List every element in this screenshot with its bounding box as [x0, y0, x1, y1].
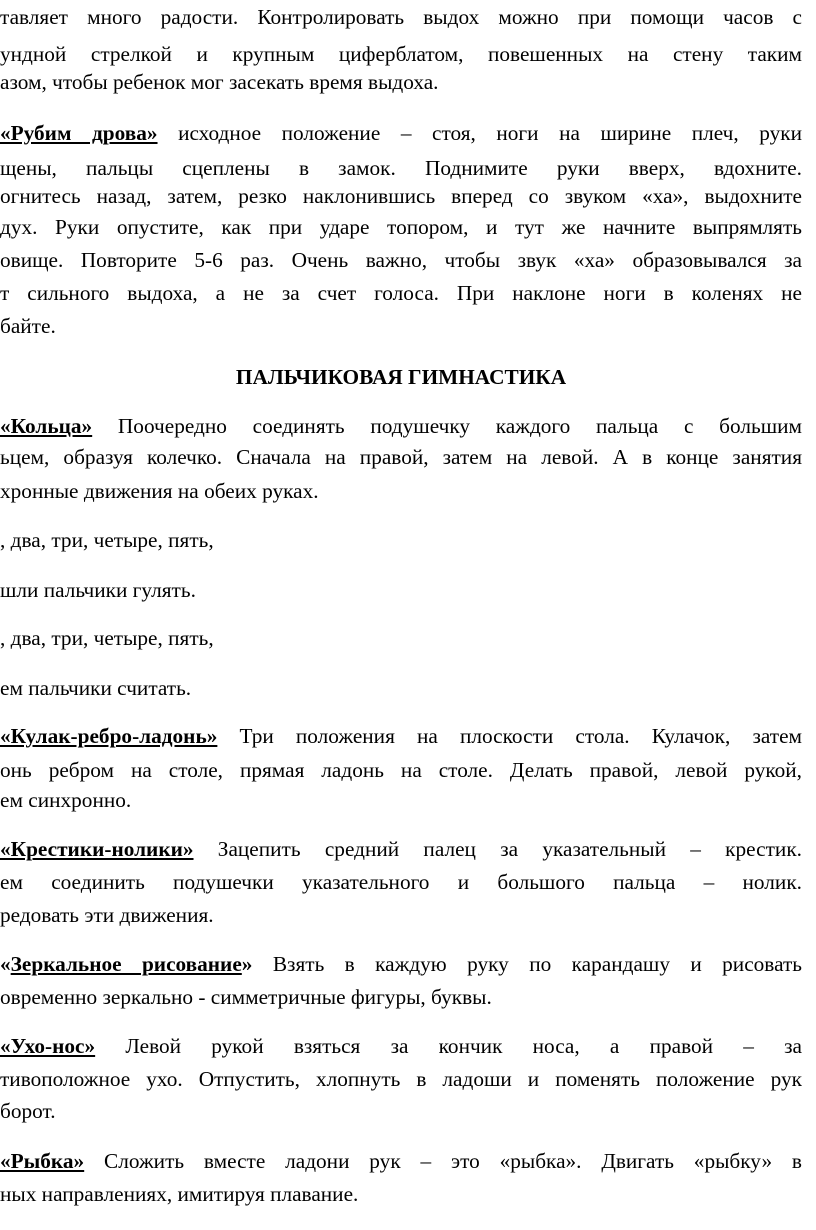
fish-line-2: ных направлениях, имитируя плавание.: [0, 1182, 359, 1206]
mirror-title-open: «: [0, 952, 11, 976]
mirror-line-2: овременно зеркально - симметричные фигуры, буквы.: [0, 985, 492, 1009]
tictac-title: «Крестики-нолики»: [0, 837, 194, 861]
fish-line-1-rest: Сложить вместе ладони рук – это «рыбка». Двигать «рыбку» в: [84, 1149, 802, 1173]
wood-line-5: овище. Повторите 5-6 раз. Очень важно, чтобы звук «ха» образовывался за: [0, 248, 802, 272]
rings-title: «Кольца»: [0, 414, 93, 438]
tictac-line-3: редовать эти движения.: [0, 903, 214, 927]
wood-line-1: [0, 120, 802, 146]
intro-line-1: тавляет много радости. Контролировать выдох можно при помощи часов с: [0, 5, 802, 29]
fish-title: «Рыбка»: [0, 1149, 85, 1173]
earnose-line-2: тивоположное ухо. Отпустить, хлопнуть в ладоши и поменять положение рук: [0, 1067, 802, 1091]
wood-line-7: байте.: [0, 314, 56, 338]
tictac-line-2: ем соединить подушечки указательного и большого пальца – нолик.: [0, 870, 802, 894]
rings-line-2: ьцем, образуя колечко. Сначала на правой, затем на левой. А в конце занятия: [0, 445, 802, 469]
rings-line-1-rest: Поочередно соединять подушечку каждого пальца с большим: [92, 414, 802, 438]
fist-line-1-rest: Три положения на плоскости стола. Кулачок, затем: [217, 724, 802, 748]
rings-line-3: хронные движения на обеих руках.: [0, 479, 319, 503]
fist-line-3: ем синхронно.: [0, 788, 132, 812]
wood-line-1-rest: исходное положение – стоя, ноги на ширине плеч, руки: [157, 121, 802, 145]
fist-title: «Кулак-ребро-ладонь»: [0, 724, 218, 748]
mirror-title: [0, 952, 252, 976]
earnose-line-1-rest: Левой рукой взяться за кончик носа, а правой – за: [95, 1034, 802, 1058]
earnose-line-1: [0, 1033, 802, 1059]
earnose-line-3: борот.: [0, 1099, 56, 1123]
fist-line-2: онь ребром на столе, прямая ладонь на столе. Делать правой, левой рукой,: [0, 758, 802, 782]
fist-line-1: [0, 723, 802, 749]
wood-line-4: дух. Руки опустите, как при ударе топором, и тут же начните выпрямлять: [0, 215, 802, 239]
tictac-line-1: [0, 836, 802, 862]
rings-line-1: [0, 413, 802, 439]
earnose-title: «Ухо-нос»: [0, 1034, 96, 1058]
mirror-line-1-rest: Взять в каждую руку по карандашу и рисовать: [252, 952, 802, 976]
poem-line-2: шли пальчики гулять.: [0, 578, 196, 602]
intro-line-3: азом, чтобы ребенок мог засекать время выдоха.: [0, 70, 439, 94]
mirror-line-1: [0, 951, 802, 977]
fish-line-1: [0, 1148, 802, 1174]
tictac-line-1-rest: Зацепить средний палец за указательный – крестик.: [193, 837, 802, 861]
poem-line-3: , два, три, четыре, пять,: [0, 626, 214, 650]
mirror-title-close: »: [241, 952, 253, 976]
poem-line-1: , два, три, четыре, пять,: [0, 528, 214, 552]
section-heading: ПАЛЬЧИКОВАЯ ГИМНАСТИКА: [235, 365, 567, 389]
intro-line-2: ундной стрелкой и крупным циферблатом, повешенных на стену таким: [0, 42, 802, 66]
mirror-title-underlined: Зеркальное рисование: [10, 952, 242, 976]
wood-line-2: щены, пальцы сцеплены в замок. Поднимите руки вверх, вдохните.: [0, 156, 802, 180]
poem-line-4: ем пальчики считать.: [0, 676, 192, 700]
wood-line-6: т сильного выдоха, а не за счет голоса. При наклоне ноги в коленях не: [0, 281, 802, 305]
wood-line-3: огнитесь назад, затем, резко наклонившись вперед со звуком «ха», выдохните: [0, 184, 802, 208]
wood-title: «Рубим дрова»: [0, 121, 158, 145]
